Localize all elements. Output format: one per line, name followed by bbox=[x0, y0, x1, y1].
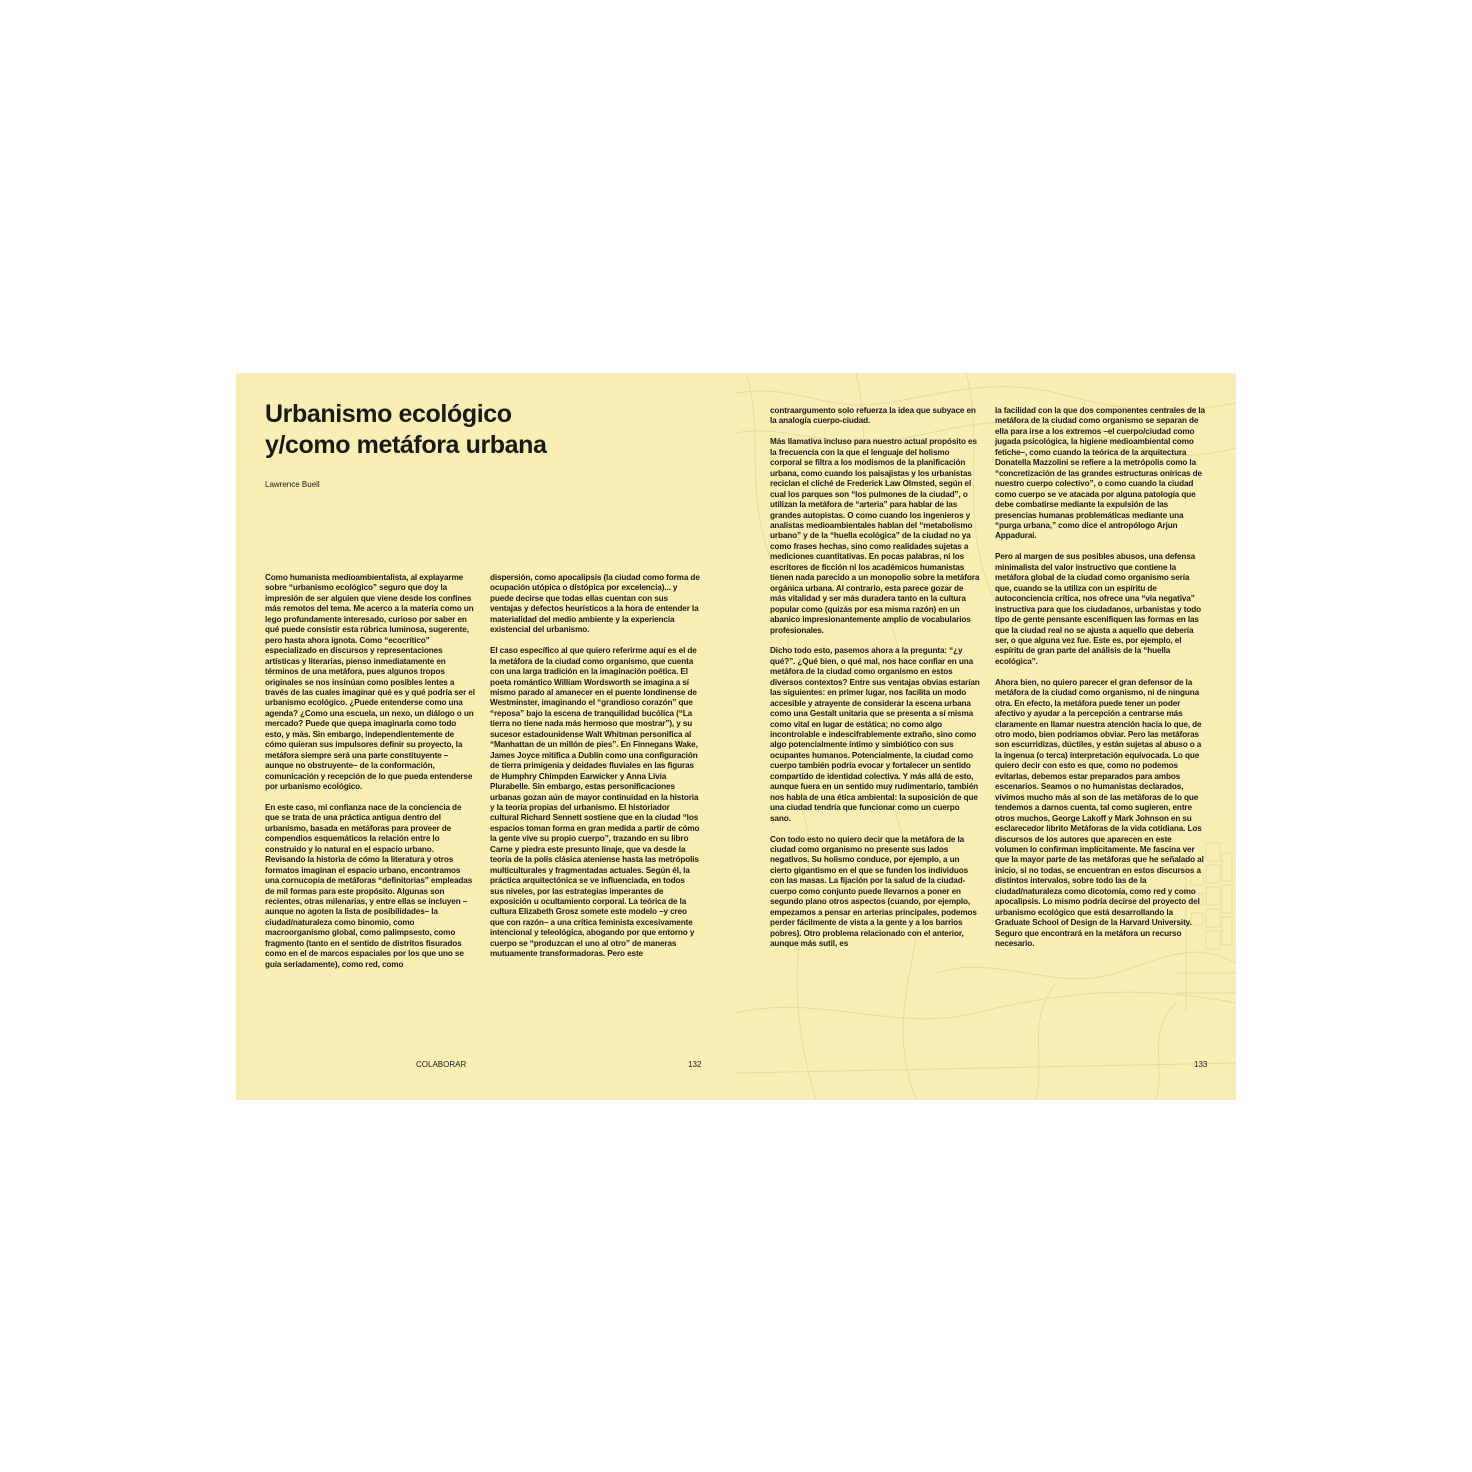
author-name: Lawrence Buell bbox=[265, 480, 320, 489]
text-column-2 bbox=[490, 573, 700, 960]
paragraph: El caso específico al que quiero referirme aquí es el de la metáfora de la ciudad como organismo, que cuenta con una larga tradición en la imaginación poética. El poeta romántico William Wordsworth se imagina a sí mismo parado al amanecer en el puente londinense de Westminster, imaginando el “grandioso corazón” que “reposa” bajo la escena de tranquilidad bucólica (“La tierra no tiene nada más hermoso que mostrar”), y su sucesor estadounidense Walt Whitman personifica al “Manhattan de un millón de pies”. En Finnegans Wake, James Joyce mitifica a Dublín como una configuración de tierra primigenia y deidades fluviales en las figuras de Humphry Chimpden Earwicker y Anna Livia Plurabelle. Sin embargo, estas personificaciones urbanas gozan aún de mayor continuidad en la historia y la teoría propias del urbanismo. El historiador cultural Richard Sennett sostiene que en la ciudad “los espacios toman forma en gran medida a partir de cómo la gente vive su propio cuerpo”, trazando en su libro Carne y piedra este presunto linaje, que va desde la teoría de la polis clásica ateniense hasta las metrópolis multiculturales y fragmentadas actuales. Según él, la práctica arquitectónica se ve influenciada, en todos sus niveles, por las estrategias imperantes de exposición u ocultamiento corporal. La teórica de la cultura Elizabeth Grosz somete este modelo –y creo que con razón– a una crítica feminista excesivamente intencional y teleológica, abogando por que entorno y cuerpo se “produzcan el uno al otro” de maneras mutuamente transformadoras. Pero este bbox=[490, 646, 700, 959]
title-line-2: y/como metáfora urbana bbox=[265, 431, 547, 459]
paragraph: En este caso, mi confianza nace de la conciencia de que se trata de una práctica antigua dentro del urbanismo, basada en metáforas para proveer de compendios esquemáticos la relación entre lo construido y lo natural en el espacio urbano. Revisando la historia de cómo la literatura y otros formatos imaginan el espacio urbano, encontramos una cornucopia de metáforas “definitorias” empleadas de mil formas para este propósito. Algunas son recientes, otras milenarias, y entre ellas se incluyen –aunque no agoten la lista de posibilidades– la ciudad/naturaleza como binomio, como macroorganismo global, como palimpsesto, como fragmento (tanto en el sentido de distritos fisurados como en el de marcos espaciales por los que uno se guía seriadamente), como red, como bbox=[265, 802, 473, 969]
page-number-right: 133 bbox=[1194, 1060, 1208, 1069]
book-spread bbox=[236, 373, 1236, 1100]
paragraph: Pero al margen de sus posibles abusos, una defensa minimalista del valor instructivo que contiene la metáfora global de la ciudad como organismo sería que, cuando se la utiliza con un espíritu de autoconciencia crítica, nos ofrece una “vía negativa” instructiva para que los ciudadanos, urbanistas y todo tipo de gente pensante escenifiquen las formas en las que la ciudad real no se ajusta a aquello que debería ser, o que alguna vez fue. Este es, por ejemplo, el espíritu de gran parte del análisis de la “huella ecológica”. bbox=[995, 552, 1201, 666]
page-number-left: 132 bbox=[688, 1060, 702, 1069]
paragraph: contraargumento solo refuerza la idea que subyace en la analogía cuerpo-ciudad. bbox=[770, 406, 976, 426]
text-column-3 bbox=[770, 406, 980, 950]
paragraph: dispersión, como apocalipsis (la ciudad como forma de ocupación utópica o distópica por excelencia)... y puede decirse que todas ellas cuentan con sus ventajas y defectos heurísticos a la hora de entender la materialidad del medio ambiente y la experiencia existencial del urbanismo. bbox=[490, 573, 700, 635]
text-column-4 bbox=[995, 406, 1205, 950]
running-head: COLABORAR bbox=[416, 1060, 467, 1069]
paragraph: Más llamativa incluso para nuestro actual propósito es la frecuencia con la que el lenguaje del holismo corporal se filtra a los modismos de la planificación urbana, como cuando los paisajistas y los urbanistas reciclan el cliché de Frederick Law Olmsted, según el cual los parques son “los pulmones de la ciudad”, o utilizan la metáfora de “arteria” para hablar de las grandes autopistas. O como cuando los ingenieros y analistas medioambientales hablan del “metabolismo urbano” y de la “huella ecológica” de la ciudad no ya como frases hechas, sino como realidades sujetas a mediciones cuantitativas. En pocas palabras, ni los escritores de ficción ni los académicos humanistas tienen nada parecido a un monopolio sobre la metáfora orgánica urbana. Al contrario, esta parece gozar de más vitalidad y ser más duradera tanto en la cultura popular como (quizás por esa misma razón) en un abanico impresionantemente amplio de vocabularios profesionales. bbox=[770, 437, 980, 635]
paragraph: la facilidad con la que dos componentes centrales de la metáfora de la ciudad como organismo se separan de ella para irse a los extremos –el cuerpo/ciudad como jugada psicológica, la higiene medioambiental como fetiche–, como cuando la teórica de la arquitectura Donatella Mazzolini se refiere a la metrópolis como la “concretización de las grandes estructuras oníricas de nuestro cuerpo colectivo”, o como cuando la ciudad como cuerpo se ve atacada por alguna patología que debe combatirse mediante la expulsión de las presencias humanas problemáticas mediante una “purga urbana,” como dice el antropólogo Arjun Appadurai. bbox=[995, 406, 1205, 541]
paragraph: Dicho todo esto, pasemos ahora a la pregunta: “¿y qué?”. ¿Qué bien, o qué mal, nos hace confiar en una metáfora de la ciudad como organismo en estos diversos contextos? Entre sus ventajas obvias estarían las siguientes: en primer lugar, nos facilita un modo accesible y atrayente de considerar la escena urbana como una Gestalt unitaria que se presenta a sí misma como vital en lugar de estática; no como algo incontrolable e indescifrablemente extraño, sino como algo potencialmente íntimo y simbiótico con sus ocupantes humanos. Potencialmente, la ciudad como cuerpo también podría evocar y fortalecer un sentido compartido de identidad colectiva. Y más allá de esto, aunque fuera en un sentido muy rudimentario, también nos habla de una ética ambiental: la suposición de que una ciudad tendría que funcionar como un cuerpo sano. bbox=[770, 646, 980, 823]
title-line-1: Urbanismo ecológico bbox=[265, 400, 512, 428]
article-title bbox=[265, 399, 547, 461]
paragraph: Con todo esto no quiero decir que la metáfora de la ciudad como organismo no presente sus lados negativos. Su holismo conduce, por ejemplo, a un cierto gigantismo en el que se funden los individuos con las masas. La fijación por la salud de la ciudad-cuerpo como conjunto puede llevarnos a poner en segundo plano otros aspectos (cuando, por ejemplo, empezamos a pensar en arterias principales, podemos perder fácilmente de vista a la gente y a los barrios pobres). Otro problema relacionado con el anterior, aunque más sutil, es bbox=[770, 834, 977, 949]
paragraph: Como humanista medioambientalista, al explayarme sobre “urbanismo ecológico” seguro que doy la impresión de ser alguien que viene desde los confines más remotos del tema. Me acerco a la materia como un lego profundamente interesado, curioso por saber en qué puede consistir esta rúbrica luminosa, sugerente, pero hasta ahora ignota. Como “ecocrítico” especializado en discursos y representaciones artísticas y literarias, pienso inmediatamente en términos de una metáfora, pues algunos tropos originales se nos insinúan como posibles lentes a través de las cuales imaginar qué es y qué podría ser el urbanismo ecológico. ¿Puede entenderse como una agenda? ¿Como una escuela, un nexo, un diálogo o un mercado? Puede que quepa imaginarla como todo esto, y más. Sin embargo, independientemente de cómo quieran sus impulsores definir su proyecto, la metáfora siempre será una parte constituyente –aunque no obstruyente– de la conformación, comunicación y recepción de lo que pueda entenderse por urbanismo ecológico. bbox=[265, 573, 475, 792]
text-column-1 bbox=[265, 573, 475, 970]
paragraph: Ahora bien, no quiero parecer el gran defensor de la metáfora de la ciudad como organismo, ni de ninguna otra. En efecto, la metáfora puede tener un poder afectivo y ayudar a la percepción a centrarse más claramente en llamar nuestra atención hacia lo que, de otro modo, bien podríamos obviar. Pero las metáforas son escurridizas, dúctiles, y están sujetas al abuso o a la ingenua (o terca) interpretación equivocada. Lo que quiero decir con esto es que, como no podemos evitarlas, debemos estar preparados para ambos escenarios. Seamos o no humanistas declarados, vivimos mucho más al son de las metáforas de lo que tendemos a darnos cuenta, tal como sugieren, entre otros muchos, George Lakoff y Mark Johnson en su esclarecedor librito Metáforas de la vida cotidiana. Los discursos de los autores que aparecen en este volumen lo confirman implícitamente. Me fascina ver que la mayor parte de las metáforas que he señalado al inicio, si no todas, se encuentran en estos discursos a distintos intervalos, sobre todo las de la ciudad/naturaleza como dicotomía, como red y como apocalipsis. Lo mismo podría decirse del proyecto del urbanismo ecológico que está desarrollando la Graduate School of Design de la Harvard University. Seguro que encontrará en la metáfora un recurso necesario. bbox=[995, 677, 1204, 949]
